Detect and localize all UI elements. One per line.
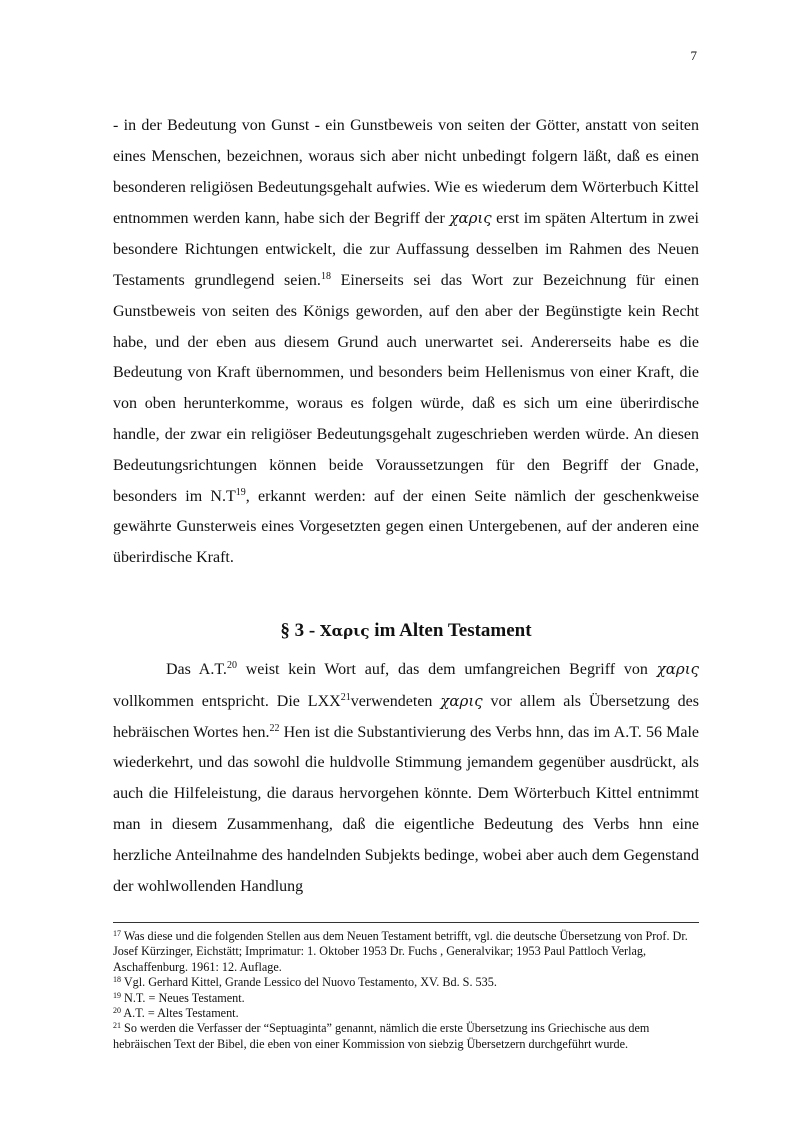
heading-suffix: im Alten Testament <box>369 620 532 641</box>
paragraph-text: - in der Bedeutung von Gunst - ein Gunstbeweis von seiten der Götter, anstatt von seiten eines Menschen, bezeichnen, woraus sich aber nicht unbedingt folgern läßt, daß es einen besonderen religiösen Bedeutungsgehalt aufwies. Wie es wiederum dem Wörterbuch Kittel entnommen werden kann, habe sich der Begriff der <box>113 117 699 228</box>
footnotes <box>113 929 699 1052</box>
section-heading <box>113 617 699 645</box>
greek-word-charis: χαρις <box>656 660 700 678</box>
footnote-text: A.T. = Altes Testament. <box>121 1006 239 1021</box>
paragraph-text: Einerseits sei das Wort zur Bezeichnung für einen Gunstbeweis von seiten des Königs geworden, auf den aber der Begünstigte kein Recht habe, und der eben aus diesem Grund auch unerwartet sei. Andererseits habe es die Bedeutung von Kraft übernommen, und besonders beim Hellenismus von einer Kraft, die von oben herunterkomme, woraus es folgen würde, daß es sich um eine überirdische handle, der zwar ein religiöser Bedeutungsgehalt zugeschrieben werden würde. An diesen Bedeutungsrichtungen können beide Voraussetzungen für den Begriff der Gnade, besonders im N.T <box>113 271 699 505</box>
paragraph-text: Hen ist die Substantivierung des Verbs hnn, das im A.T. 56 Male wiederkehrt, und das sowohl die huldvolle Stimmung jemandem gegenüber ausdrückt, als auch die Hilfeleistung, die daraus hervorgehen könnte. Dem Wörterbuch Kittel entnimmt man in diesem Zusammenhang, daß die eigentliche Bedeutung des Verbs hnn eine herzliche Anteilnahme des handelnden Subjekts bedinge, wobei aber auch dem Gegenstand der wohlwollenden Handlung <box>113 723 699 895</box>
paragraph-text: verwendeten <box>350 692 441 710</box>
footnote-17 <box>113 929 699 975</box>
footnote-text: Vgl. Gerhard Kittel, Grande Lessico del Nuovo Testamento, XV. Bd. S. 535. <box>121 975 497 990</box>
footnote-number: 20 <box>113 1006 121 1016</box>
footnote-ref-20[interactable]: 20 <box>226 660 237 671</box>
paragraph-text: weist kein Wort auf, das dem umfangreichen Begriff von <box>236 661 657 678</box>
heading-greek-word: Χαρις <box>319 622 370 640</box>
greek-word-charis: χαρις <box>440 691 483 710</box>
paragraph-text: vor allem als Übersetzung des hebräischen Wortes hen. <box>113 692 700 741</box>
footnote-number: 21 <box>113 1021 121 1031</box>
footnote-ref-21[interactable]: 21 <box>340 691 351 703</box>
footnote-ref-18[interactable]: 18 <box>320 270 331 282</box>
paragraph-text: erst im späten Altertum in zwei besondere Richtungen entwickelt, die zur Auffassung desselben im Rahmen des Neuen Testaments grundlegend seien. <box>113 210 699 289</box>
body-paragraph-2 <box>113 654 699 902</box>
footnote-ref-19[interactable]: 19 <box>235 486 246 498</box>
footnote-number: 18 <box>113 975 121 985</box>
footnote-number: 17 <box>113 929 121 938</box>
paragraph-text: vollkommen entspricht. Die LXX <box>113 692 341 710</box>
footnote-separator <box>113 922 699 923</box>
body-paragraph-1 <box>113 111 699 574</box>
footnote-ref-22[interactable]: 22 <box>269 722 280 734</box>
footnote-18 <box>113 975 699 990</box>
footnote-20 <box>113 1006 699 1021</box>
footnote-number: 19 <box>113 990 121 1000</box>
footnote-text: N.T. = Neues Testament. <box>121 990 245 1005</box>
paragraph-text: Das A.T. <box>166 661 227 678</box>
heading-prefix: § 3 - <box>280 620 320 641</box>
footnote-text: So werden die Verfasser der “Septuaginta” genannt, nämlich die erste Übersetzung ins Griechische aus dem hebräischen Text der Bibel, die eben von einer Kommission von siebzig Übersetzern durchgeführt wurde. <box>113 1021 650 1051</box>
footnote-21 <box>113 1021 699 1052</box>
paragraph-text: , erkannt werden: auf der einen Seite nämlich der geschenkweise gewährte Gunsterweis eines Vorgesetzten gegen einen Untergebenen, auf der anderen eine überirdische Kraft. <box>113 487 700 567</box>
footnote-text: Was diese und die folgenden Stellen aus dem Neuen Testament betrifft, vgl. die deutsche Übersetzung von Prof. Dr. Josef Kürzinger, Eichstätt; Imprimatur: 1. Oktober 1953 Dr. Fuchs , Generalvikar; 1953 Paul Pattloch Verlag, Aschaffenburg. 1961: 12. Auflage. <box>113 929 688 974</box>
footnote-19 <box>113 991 699 1006</box>
page-number: 7 <box>690 48 697 63</box>
greek-word-charis: χαρις <box>449 209 492 228</box>
